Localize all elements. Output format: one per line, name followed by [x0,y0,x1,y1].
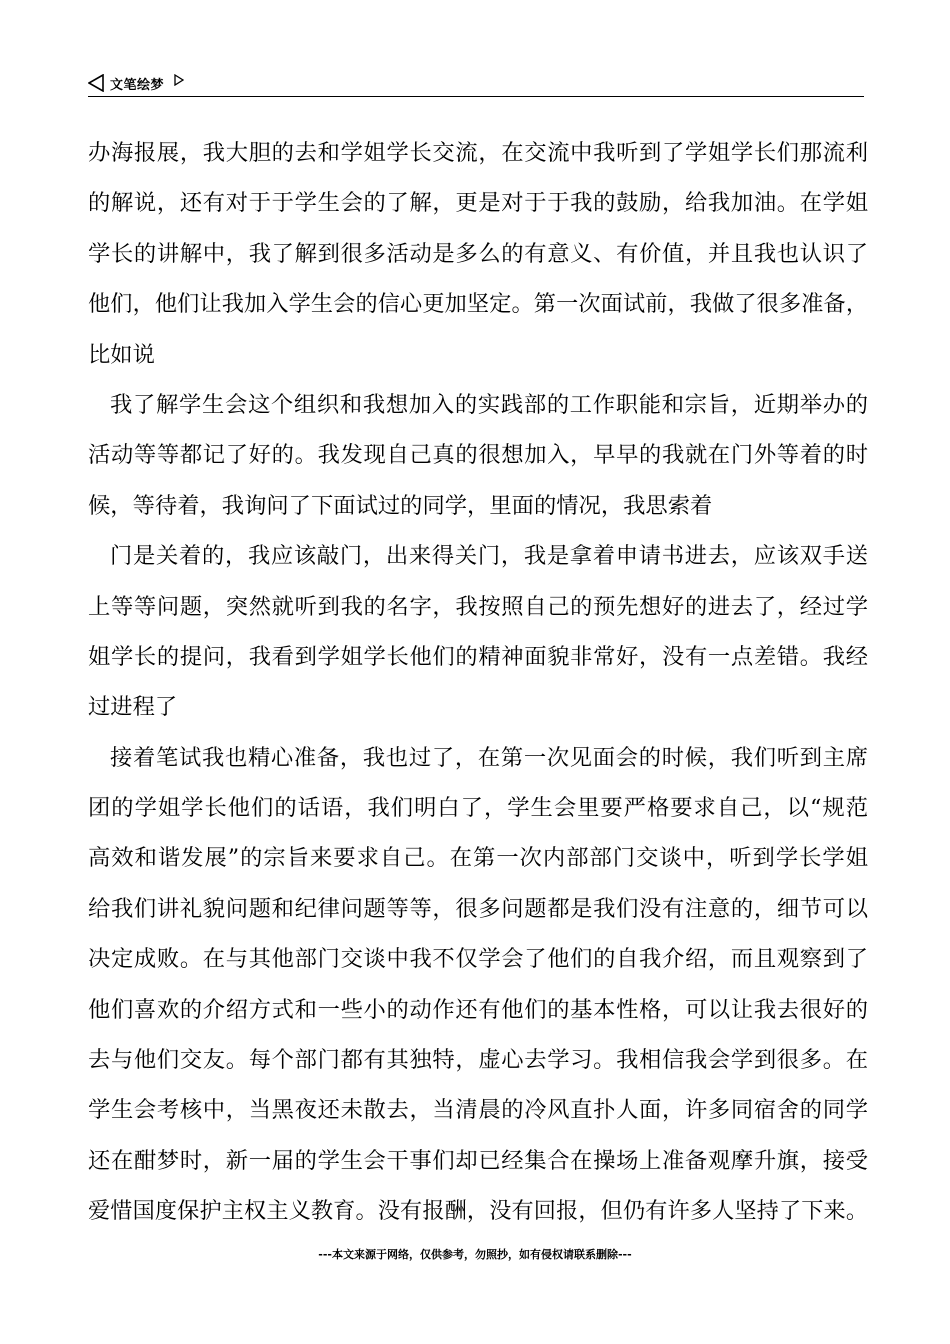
text-line: 上等等问题，突然就听到我的名字，我按照自己的预先想好的进去了，经过学 [88,593,868,620]
header-title: 文笔绘梦 [110,78,165,93]
footer-disclaimer: ---本文来源于网络，仅供参考，勿照抄，如有侵权请联系删除--- [318,1248,632,1261]
text-line: 给我们讲礼貌问题和纪律问题等等，很多问题都是我们没有注意的，细节可以 [88,895,868,922]
text-line: 过进程了 [88,694,178,721]
text-line: 比如说 [88,341,155,368]
text-line: 还在酣梦时，新一届的学生会干事们却已经集合在操场上准备观摩升旗，接受 [88,1147,868,1174]
text-line: 高效和谐发展”的宗旨来要求自己。在第一次内部部门交谈中，听到学长学姐 [88,845,868,872]
paragraph-first-line: 门是关着的，我应该敲门，出来得关门，我是拿着申请书进去，应该双手送 [110,543,868,570]
text-line: 决定成败。在与其他部门交谈中我不仅学会了他们的自我介绍，而且观察到了 [88,946,868,973]
text-line: 学生会考核中，当黑夜还未散去，当清晨的冷风直扑人面，许多同宿舍的同学 [88,1097,868,1124]
paragraph-first-line: 接着笔试我也精心准备，我也过了，在第一次见面会的时候，我们听到主席 [110,744,868,771]
text-line: 他们，他们让我加入学生会的信心更加坚定。第一次面试前，我做了很多准备， [88,291,868,318]
page-header [88,72,864,97]
text-line: 他们喜欢的介绍方式和一些小的动作还有他们的基本性格，可以让我去很好的 [88,996,868,1023]
text-line: 学长的讲解中，我了解到很多活动是多么的有意义、有价值，并且我也认识了 [88,240,868,267]
text-line: 去与他们交友。每个部门都有其独特，虚心去学习。我相信我会学到很多。在 [88,1047,868,1074]
text-line: 候，等待着，我询问了下面试过的同学，里面的情况，我思索着 [88,492,713,519]
right-triangle-icon [174,74,184,86]
text-line: 姐学长的提问，我看到学姐学长他们的精神面貌非常好，没有一点差错。我经 [88,643,868,670]
paragraph-first-line: 我了解学生会这个组织和我想加入的实践部的工作职能和宗旨，近期举办的 [110,391,868,418]
left-triangle-icon [88,74,104,92]
text-line: 活动等等都记了好的。我发现自己真的很想加入，早早的我就在门外等着的时 [88,442,868,469]
document-body [88,128,868,1237]
text-line: 办海报展，我大胆的去和学姐学长交流，在交流中我听到了学姐学长们那流利 [88,140,868,166]
text-line: 团的学姐学长他们的话语，我们明白了，学生会里要严格要求自己，以“规范 [88,795,868,822]
text-line: 的解说，还有对于于学生会的了解，更是对于于我的鼓励，给我加油。在学姐 [88,190,868,217]
text-line: 爱惜国度保护主权主义教育。没有报酬，没有回报，但仍有许多人坚持了下来。 [88,1198,868,1225]
